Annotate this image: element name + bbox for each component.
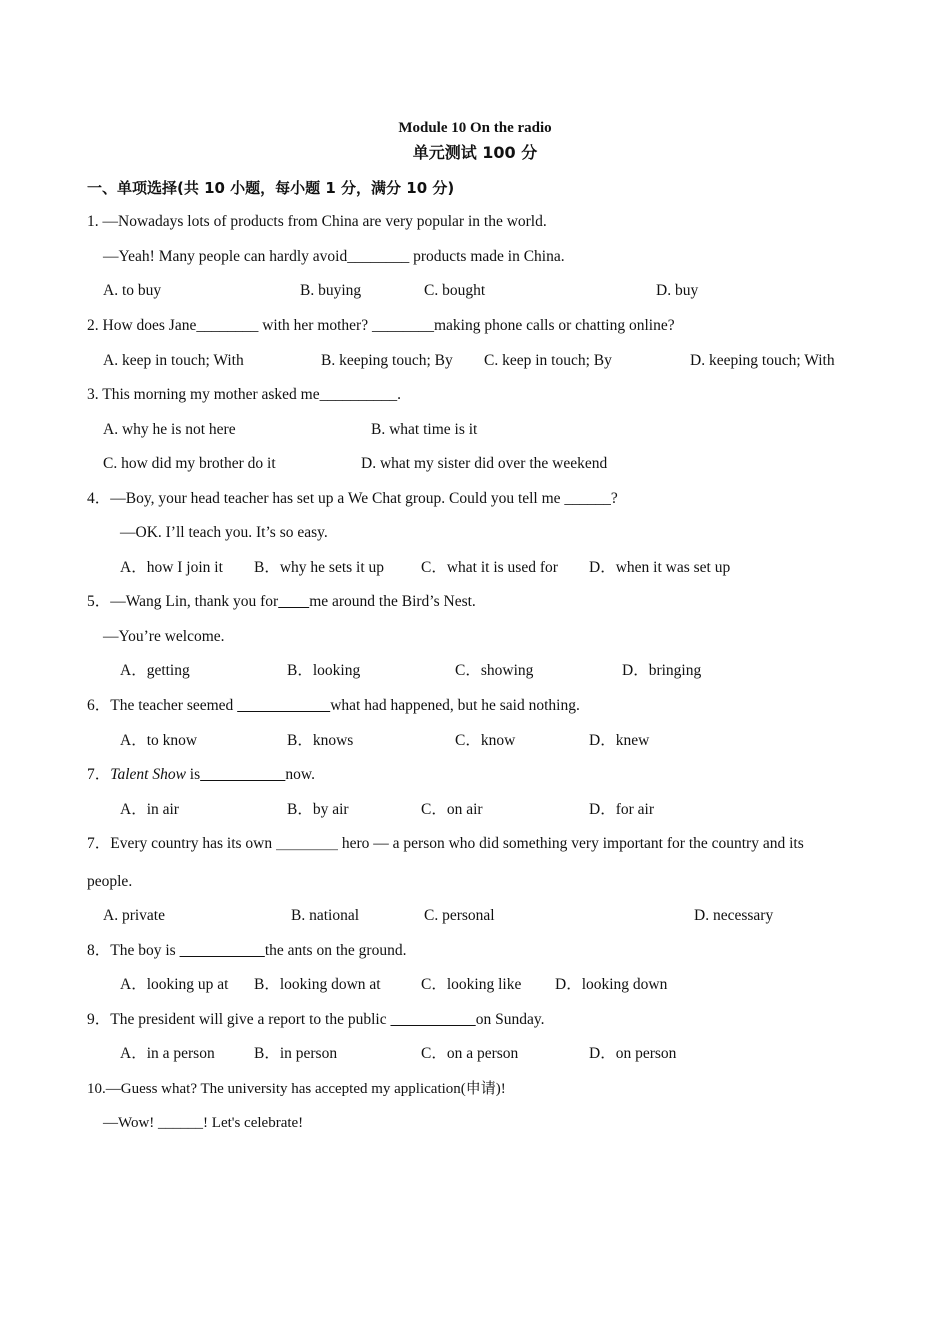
- question-1-option-b: B. buying: [300, 282, 362, 299]
- question-7b-option-c: C. personal: [424, 907, 495, 924]
- question-3-option-a: A. why he is not here: [103, 421, 236, 438]
- question-6-option-c: C．know: [455, 732, 516, 749]
- question-3-option-b: B. what time is it: [371, 421, 478, 438]
- question-9-option-b: B．in person: [254, 1045, 338, 1062]
- question-8-stem: 8．The boy is the ants on the ground.: [87, 942, 407, 959]
- question-6-option-b: B．knows: [287, 732, 354, 749]
- question-5-option-d: D．bringing: [622, 662, 702, 679]
- question-7b-option-d: D. necessary: [694, 907, 774, 924]
- question-2-option-c: C. keep in touch; By: [484, 352, 612, 369]
- question-8-option-b: B．looking down at: [254, 976, 381, 993]
- section-heading: 一、单项选择(共 10 小题，每小题 1 分，满分 10 分): [87, 179, 455, 197]
- page-subtitle: 单元测试 100 分: [412, 143, 538, 162]
- page-title: Module 10 On the radio: [398, 120, 552, 136]
- question-9-stem: 9．The president will give a report to the public on Sunday.: [87, 1011, 545, 1028]
- question-7-option-d: D．for air: [589, 801, 654, 818]
- question-1-option-d: D. buy: [656, 282, 699, 299]
- question-5-reply: —You’re welcome.: [103, 628, 225, 645]
- question-5-option-b: B．looking: [287, 662, 361, 679]
- question-6-option-a: A．to know: [120, 732, 198, 749]
- question-2-option-b: B. keeping touch; By: [321, 352, 453, 369]
- question-7b-option-a: A. private: [103, 907, 165, 924]
- question-9-option-a: A．in a person: [120, 1045, 215, 1062]
- question-7-option-c: C．on air: [421, 801, 483, 818]
- question-4-option-c: C．what it is used for: [421, 559, 558, 576]
- question-8-option-c: C．looking like: [421, 976, 522, 993]
- question-2-option-a: A. keep in touch; With: [103, 352, 244, 369]
- question-4-option-a: A．how I join it: [120, 559, 223, 576]
- question-5-option-a: A．getting: [120, 662, 190, 679]
- question-4-option-d: D．when it was set up: [589, 559, 731, 576]
- question-4-reply: —OK. I’ll teach you. It’s so easy.: [120, 524, 328, 541]
- question-10-stem: 10.—Guess what? The university has accepted my application(申请)!: [87, 1081, 506, 1097]
- question-1-stem: 1. —Nowadays lots of products from China are very popular in the world.: [87, 213, 547, 230]
- question-4-stem: 4．—Boy, your head teacher has set up a We Chat group. Could you tell me ______?: [87, 490, 618, 507]
- question-9-option-d: D．on person: [589, 1045, 677, 1062]
- question-2-option-d: D. keeping touch; With: [690, 352, 835, 369]
- question-7b-stem: 7．Every country has its own ＿＿＿＿ hero — a person who did something very important for the country and its: [87, 835, 804, 852]
- question-1-reply: —Yeah! Many people can hardly avoid________ products made in China.: [103, 248, 565, 265]
- question-1-option-c: C. bought: [424, 282, 486, 299]
- question-7-option-a: A．in air: [120, 801, 179, 818]
- question-8-option-a: A．looking up at: [120, 976, 229, 993]
- question-5-stem: 5．—Wang Lin, thank you for me around the Bird’s Nest.: [87, 593, 476, 610]
- question-9-option-c: C．on a person: [421, 1045, 519, 1062]
- question-6-stem: 6．The teacher seemed what had happened, but he said nothing.: [87, 697, 580, 714]
- question-3-stem: 3. This morning my mother asked me__________.: [87, 386, 401, 403]
- question-3-option-d: D. what my sister did over the weekend: [361, 455, 608, 472]
- question-5-option-c: C．showing: [455, 662, 534, 679]
- question-8-option-d: D．looking down: [555, 976, 668, 993]
- question-7-stem: 7．Talent Show is now.: [87, 766, 315, 783]
- question-3-option-c: C. how did my brother do it: [103, 455, 276, 472]
- question-7-option-b: B．by air: [287, 801, 349, 818]
- question-2-stem: 2. How does Jane________ with her mother? ________making phone calls or chatting online?: [87, 317, 675, 334]
- question-6-option-d: D．knew: [589, 732, 650, 749]
- question-10-reply: —Wow! ______! Let's celebrate!: [103, 1115, 304, 1131]
- question-7b-option-b: B. national: [291, 907, 360, 924]
- question-7b-stem-continued: people.: [87, 873, 133, 890]
- question-4-option-b: B．why he sets it up: [254, 559, 385, 576]
- question-1-option-a: A. to buy: [103, 282, 162, 299]
